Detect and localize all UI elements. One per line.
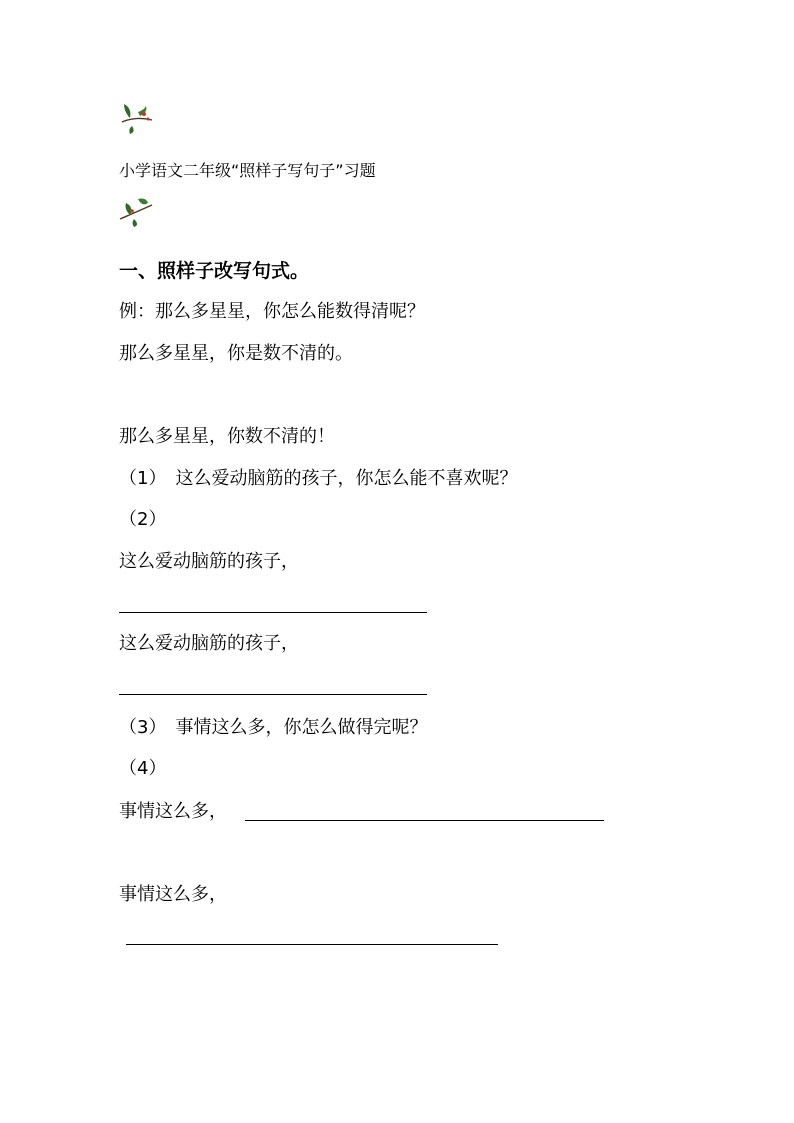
question-2-number: （2） [119, 509, 167, 530]
question-4-prompt-1: 事情这么多， [119, 801, 227, 822]
page-title: 小学语文二年级“照样子写句子”习题 [119, 161, 376, 180]
answer-blank[interactable] [119, 612, 427, 613]
example-answer-2: 那么多星星，你数不清的！ [119, 426, 335, 447]
answer-blank[interactable] [126, 944, 498, 945]
example-sentence: 例：那么多星星，你怎么能数得清呢？ [119, 301, 425, 322]
question-4-number: （4） [119, 758, 167, 779]
question-2-prompt-2: 这么爱动脑筋的孩子， [119, 633, 299, 654]
question-2-prompt-1: 这么爱动脑筋的孩子， [119, 551, 299, 572]
example-answer-1: 那么多星星，你是数不清的。 [119, 343, 353, 364]
section-heading: 一、照样子改写句式。 [119, 260, 310, 282]
question-1: （1） 这么爱动脑筋的孩子，你怎么能不喜欢呢？ [119, 468, 518, 489]
question-4-prompt-2: 事情这么多， [119, 884, 227, 905]
question-3: （3） 事情这么多，你怎么做得完呢？ [119, 717, 428, 738]
leaf-sprig-icon [118, 195, 154, 229]
leaf-sprig-icon [118, 100, 154, 134]
answer-blank[interactable] [119, 694, 427, 695]
answer-blank[interactable] [245, 820, 604, 821]
